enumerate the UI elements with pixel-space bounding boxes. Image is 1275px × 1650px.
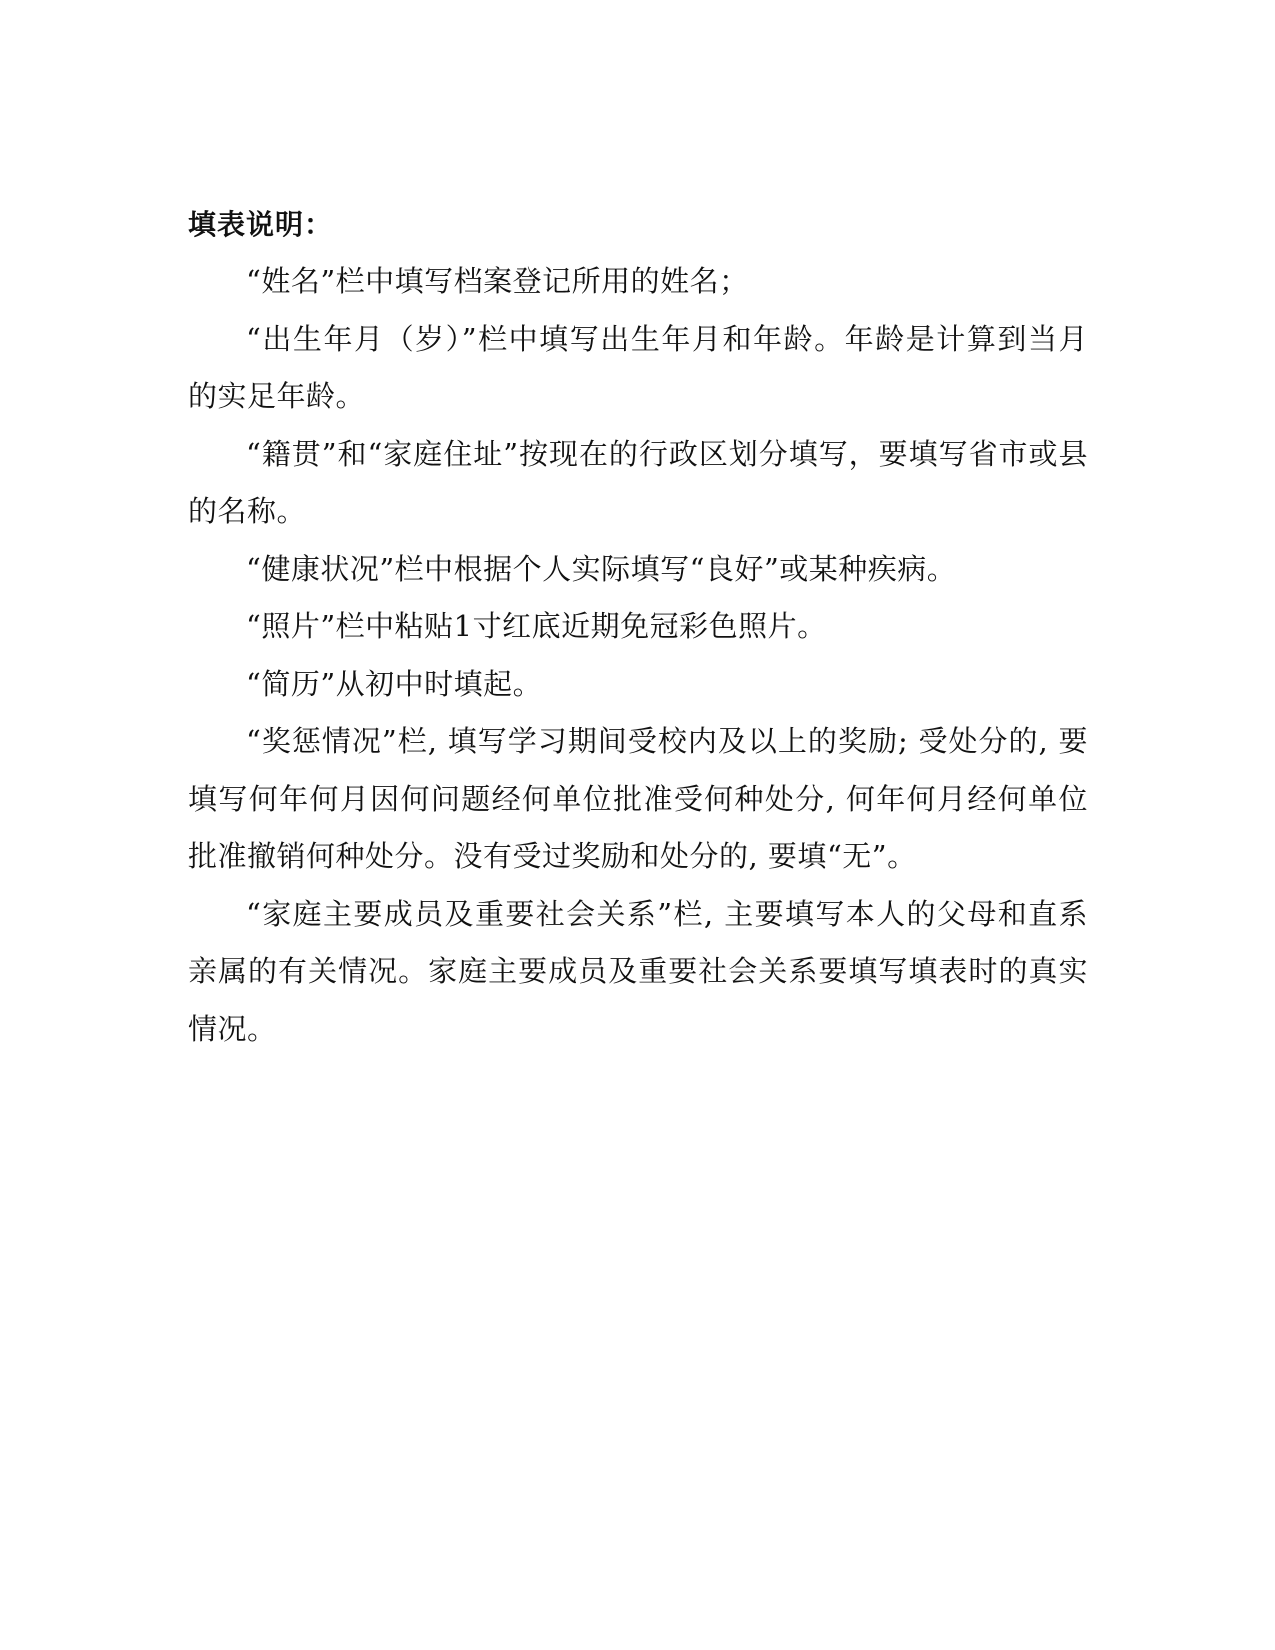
resume-instruction: “简历”从初中时填起。 xyxy=(246,666,543,701)
photo-instruction: “照片”栏中粘贴1寸红底近期免冠彩色照片。 xyxy=(246,609,827,643)
family-members-instruction: “家庭主要成员及重要社会关系”栏, 主要填写本人的父母和直系亲属的有关情况。家庭主要成员及重要社会关系要填写填表时的真实情况。 xyxy=(188,896,1088,1046)
instructions-section xyxy=(188,197,1088,1058)
name-field-instruction: “姓名”栏中填写档案登记所用的姓名； xyxy=(246,264,749,298)
native-place-instruction: “籍贯”和“家庭住址”按现在的行政区划分填写，要填写省市或县的名称。 xyxy=(188,436,1088,528)
rewards-punishments-instruction: “奖惩情况”栏, 填写学习期间受校内及以上的奖励; 受处分的, 要填写何年何月因何问题经何单位批准受何种处分, 何年何月经何单位批准撤销何种处分。没有受过奖励和处分的, 要填“无”。 xyxy=(188,724,1088,873)
instructions-heading: 填表说明： xyxy=(188,208,334,241)
birth-date-instruction: “出生年月（岁）”栏中填写出生年月和年龄。年龄是计算到当月的实足年龄。 xyxy=(188,321,1088,413)
health-status-instruction: “健康状况”栏中根据个人实际填写“良好”或某种疾病。 xyxy=(246,551,957,586)
